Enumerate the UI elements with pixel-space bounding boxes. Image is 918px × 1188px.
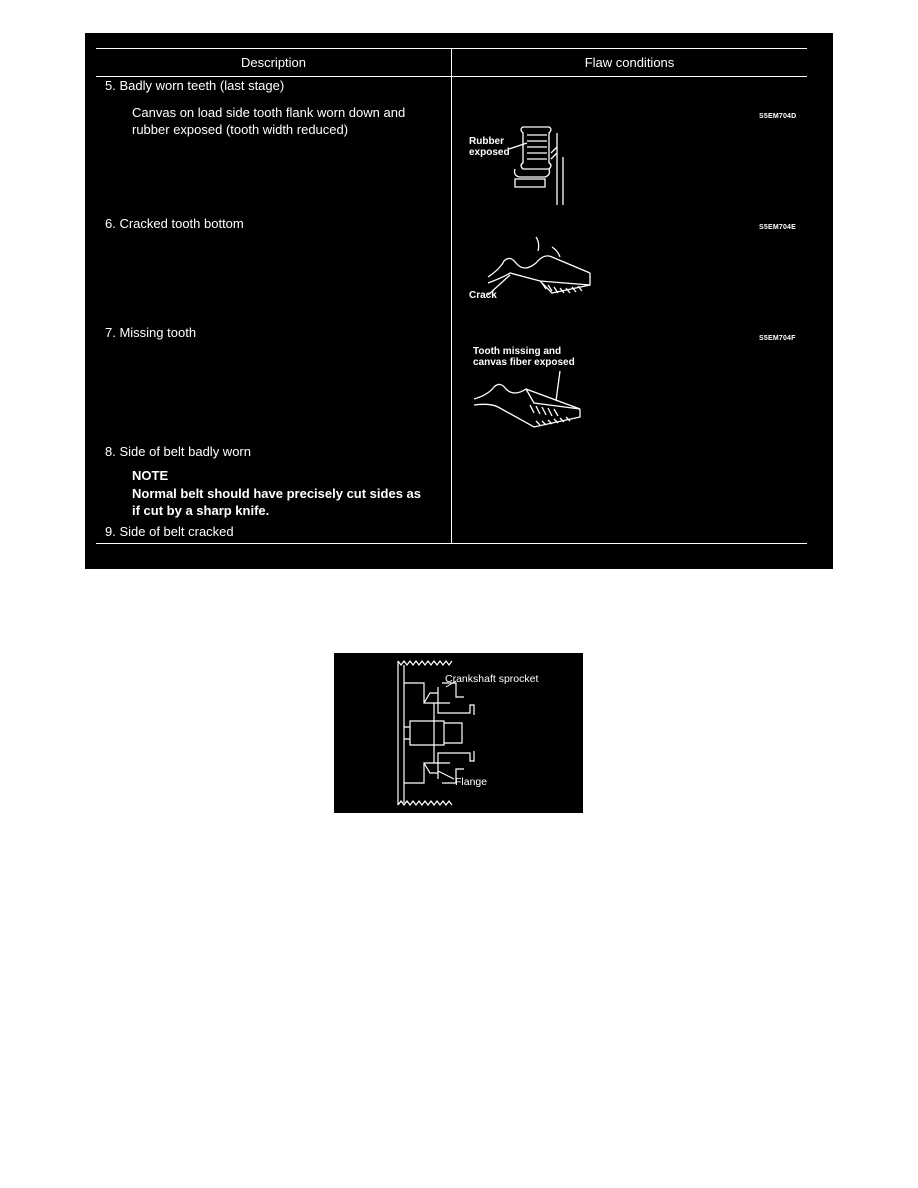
item-8-note-title: NOTE	[132, 468, 169, 483]
item-7-figure-label-line2: canvas fiber exposed	[473, 357, 575, 368]
item-7-figure-label-line1: Tooth missing and	[473, 346, 562, 357]
item-7-label: 7. Missing tooth	[105, 325, 197, 340]
crankshaft-sprocket-figure	[334, 653, 583, 813]
item-9-label: 9. Side of belt cracked	[105, 524, 234, 539]
column-divider	[451, 48, 452, 544]
item-6-figure-code: S5EM704E	[759, 224, 797, 231]
item-7-figure-code: S5EM704F	[759, 335, 796, 342]
item-8-label: 8. Side of belt badly worn	[105, 444, 251, 459]
worn-teeth-illustration	[505, 123, 585, 205]
item-5-label: 5. Badly worn teeth (last stage)	[105, 78, 285, 93]
item-5-detail-line1: Canvas on load side tooth flank worn down and	[132, 105, 406, 120]
item-5-detail-line2: rubber exposed (tooth width reduced)	[132, 122, 349, 137]
header-flaw-conditions: Flaw conditions	[584, 55, 675, 70]
missing-tooth-illustration	[470, 365, 590, 433]
item-6-figure-label: Crack	[469, 290, 497, 301]
item-5-figure-label-line1: Rubber	[469, 136, 504, 147]
item-8-note-line1: Normal belt should have precisely cut sides as	[132, 486, 421, 501]
flange-label: Flange	[455, 776, 488, 788]
item-8-note-line2: if cut by a sharp knife.	[132, 503, 270, 518]
item-6-label: 6. Cracked tooth bottom	[105, 216, 244, 231]
item-5-figure-label-line2: exposed	[469, 147, 510, 158]
cracked-tooth-illustration	[480, 233, 600, 305]
item-5-figure-code: S5EM704D	[759, 113, 797, 120]
crankshaft-sprocket-label: Crankshaft sprocket	[445, 673, 539, 685]
belt-flaw-table	[85, 33, 833, 569]
header-description: Description	[240, 55, 307, 70]
